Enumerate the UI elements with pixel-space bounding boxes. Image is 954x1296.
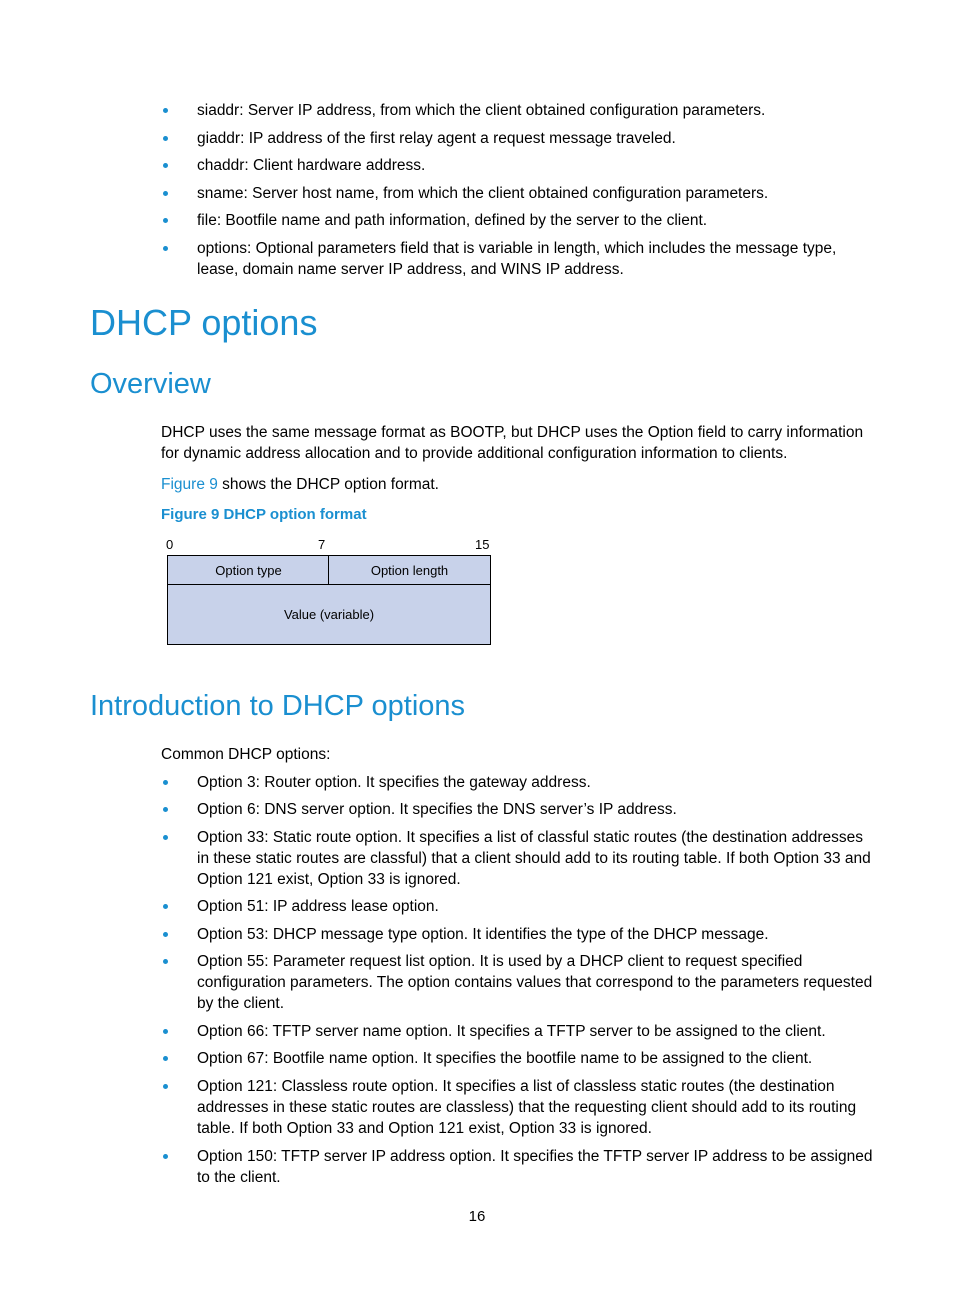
list-item: Option 3: Router option. It specifies the gateway address. xyxy=(197,772,873,793)
bullet-icon xyxy=(163,218,168,223)
bullet-icon xyxy=(163,780,168,785)
section-heading-introduction: Introduction to DHCP options xyxy=(90,690,466,722)
bullet-icon xyxy=(163,1029,168,1034)
option-type-field: Option type xyxy=(167,555,330,586)
list-item: Option 55: Parameter request list option. It is used by a DHCP client to request specified configuration parameters. The option contains values that correspond to the parameters requested by the client. xyxy=(197,951,873,1014)
bullet-icon xyxy=(163,1056,168,1061)
figure-link[interactable]: Figure 9 xyxy=(161,476,218,493)
list-item: chaddr: Client hardware address. xyxy=(197,155,873,176)
dhcp-option-format-diagram xyxy=(160,537,500,649)
figure-caption: Figure 9 DHCP option format xyxy=(161,506,367,523)
bit-label-15: 15 xyxy=(475,537,490,552)
section-heading-overview: Overview xyxy=(90,368,211,400)
list-item: Option 53: DHCP message type option. It identifies the type of the DHCP message. xyxy=(197,924,873,945)
list-item: options: Optional parameters field that is variable in length, which includes the message type, lease, domain name server IP address, and WINS IP address. xyxy=(197,238,873,280)
bullet-icon xyxy=(163,904,168,909)
overview-paragraph: DHCP uses the same message format as BOOTP, but DHCP uses the Option field to carry information for dynamic address allocation and to provide additional configuration information to clients. xyxy=(161,424,864,462)
page-title: DHCP options xyxy=(90,302,318,343)
list-item: sname: Server host name, from which the client obtained configuration parameters. xyxy=(197,183,873,204)
figure-reference: Figure 9 shows the DHCP option format. xyxy=(161,476,439,493)
bullet-icon xyxy=(163,1084,168,1089)
list-item: siaddr: Server IP address, from which the client obtained configuration parameters. xyxy=(197,100,873,121)
list-item: giaddr: IP address of the first relay agent a request message traveled. xyxy=(197,128,873,149)
bullet-icon xyxy=(163,136,168,141)
list-item: file: Bootfile name and path information, defined by the server to the client. xyxy=(197,210,873,231)
bullet-icon xyxy=(163,959,168,964)
bullet-icon xyxy=(163,163,168,168)
list-item: Option 51: IP address lease option. xyxy=(197,896,873,917)
option-length-field: Option length xyxy=(328,555,491,586)
bullet-icon xyxy=(163,807,168,812)
value-field: Value (variable) xyxy=(167,584,491,645)
list-item: Option 121: Classless route option. It specifies a list of classless static routes (the destination addresses in these static routes are classless) that the requesting client should add to its routing table. If both Option 33 and Option 121 exist, Option 33 is ignored. xyxy=(197,1076,873,1139)
bullet-icon xyxy=(163,108,168,113)
bullet-icon xyxy=(163,1154,168,1159)
list-item: Option 150: TFTP server IP address option. It specifies the TFTP server IP address to be assigned to the client. xyxy=(197,1146,873,1188)
bullet-icon xyxy=(163,835,168,840)
bullet-icon xyxy=(163,191,168,196)
list-item: Option 67: Bootfile name option. It specifies the bootfile name to be assigned to the client. xyxy=(197,1048,873,1069)
bullet-icon xyxy=(163,932,168,937)
bit-label-0: 0 xyxy=(166,537,174,552)
page-number: 16 xyxy=(468,1208,486,1225)
bit-label-7: 7 xyxy=(318,537,326,552)
list-item: Option 6: DNS server option. It specifies the DNS server’s IP address. xyxy=(197,799,873,820)
intro-lead: Common DHCP options: xyxy=(161,746,331,763)
list-item: Option 66: TFTP server name option. It specifies a TFTP server to be assigned to the client. xyxy=(197,1021,873,1042)
list-item: Option 33: Static route option. It specifies a list of classful static routes (the destination addresses in these static routes are classful) that a client should add to its routing table. If both Option 33 and Option 121 exist, Option 33 is ignored. xyxy=(197,827,873,890)
bullet-icon xyxy=(163,246,168,251)
